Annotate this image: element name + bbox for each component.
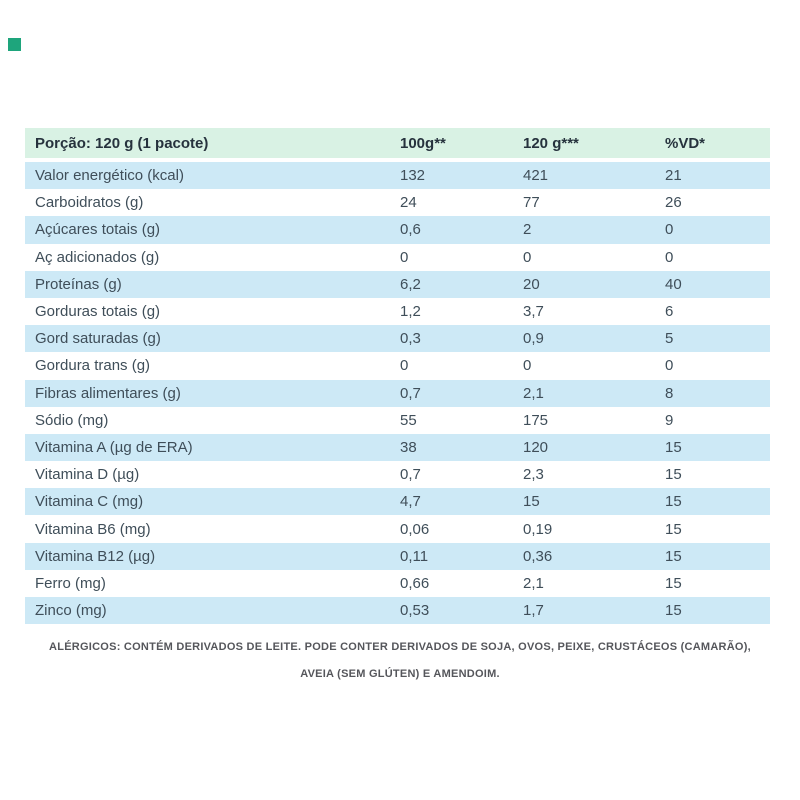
- value-per-120g: 175: [523, 411, 549, 429]
- brand-corner-mark: [8, 38, 21, 51]
- table-row: [25, 597, 770, 624]
- value-per-100g: 55: [400, 411, 417, 429]
- nutrition-table: [25, 128, 770, 624]
- value-percent-vd: 6: [665, 303, 674, 321]
- table-row: [25, 298, 770, 325]
- nutrient-label: Proteínas (g): [35, 275, 122, 293]
- allergen-notice-line1: ALÉRGICOS: CONTÉM DERIVADOS DE LEITE. PODE CONTER DERIVADOS DE SOJA, OVOS, PEIXE, CRUSTÁCEOS (CAMARÃO),: [49, 641, 751, 653]
- value-percent-vd: 5: [665, 330, 674, 348]
- table-row: [25, 189, 770, 216]
- value-per-120g: 0: [523, 248, 532, 266]
- allergen-notice-line2: AVEIA (SEM GLÚTEN) E AMENDOIM.: [300, 668, 500, 680]
- nutrient-label: Vitamina B12 (µg): [35, 547, 156, 565]
- value-per-100g: 24: [400, 194, 417, 212]
- value-percent-vd: 9: [665, 411, 674, 429]
- value-per-120g: 120: [523, 438, 549, 456]
- table-row: [25, 352, 770, 379]
- table-row: [25, 216, 770, 243]
- value-per-120g: 0,19: [523, 520, 553, 538]
- value-per-120g: 1,7: [523, 602, 544, 620]
- value-percent-vd: 26: [665, 194, 682, 212]
- value-percent-vd: 0: [665, 248, 674, 266]
- nutrient-label: Gorduras totais (g): [35, 303, 161, 321]
- table-row: [25, 162, 770, 189]
- value-per-100g: 0,3: [400, 330, 421, 348]
- value-per-100g: 0,66: [400, 574, 430, 592]
- value-per-120g: 20: [523, 275, 540, 293]
- value-per-120g: 2: [523, 221, 532, 239]
- nutrient-label: Carboidratos (g): [35, 194, 144, 212]
- value-per-100g: 38: [400, 438, 417, 456]
- table-row: [25, 380, 770, 407]
- table-row: [25, 570, 770, 597]
- nutrient-label: Ferro (mg): [35, 574, 106, 592]
- nutrient-label: Vitamina C (mg): [35, 493, 144, 511]
- table-row: [25, 407, 770, 434]
- table-row: [25, 434, 770, 461]
- value-per-120g: 3,7: [523, 303, 544, 321]
- table-row: [25, 515, 770, 542]
- nutrient-label: Zinco (mg): [35, 602, 107, 620]
- nutrient-label: Vitamina D (µg): [35, 466, 140, 484]
- nutrient-label: Açúcares totais (g): [35, 221, 161, 239]
- value-per-120g: 2,1: [523, 574, 544, 592]
- value-percent-vd: 15: [665, 520, 682, 538]
- column-header-120g: 120 g***: [523, 134, 579, 152]
- nutrition-table-header: [25, 128, 770, 158]
- table-row: [25, 461, 770, 488]
- table-row: [25, 325, 770, 352]
- table-row: [25, 244, 770, 271]
- value-percent-vd: 0: [665, 221, 674, 239]
- value-percent-vd: 15: [665, 493, 682, 511]
- table-row: [25, 543, 770, 570]
- value-per-100g: 0,53: [400, 602, 430, 620]
- nutrient-label: Fibras alimentares (g): [35, 384, 181, 402]
- nutrient-label: Gord saturadas (g): [35, 330, 161, 348]
- nutrient-label: Sódio (mg): [35, 411, 109, 429]
- serving-size-label: Porção: 120 g (1 pacote): [35, 134, 209, 152]
- value-percent-vd: 40: [665, 275, 682, 293]
- column-header-vd: %VD*: [665, 134, 706, 152]
- value-per-100g: 0: [400, 248, 409, 266]
- nutrient-label: Valor energético (kcal): [35, 167, 184, 185]
- value-per-120g: 2,3: [523, 466, 544, 484]
- value-per-100g: 4,7: [400, 493, 421, 511]
- column-header-100g: 100g**: [400, 134, 446, 152]
- nutrient-label: Vitamina B6 (mg): [35, 520, 151, 538]
- value-per-120g: 2,1: [523, 384, 544, 402]
- value-per-100g: 0,11: [400, 547, 429, 565]
- nutrition-table-body: [25, 162, 770, 624]
- value-per-120g: 421: [523, 167, 549, 185]
- table-row: [25, 271, 770, 298]
- value-per-100g: 0,6: [400, 221, 421, 239]
- value-percent-vd: 15: [665, 466, 682, 484]
- value-per-100g: 0: [400, 357, 409, 375]
- value-per-100g: 0,7: [400, 466, 421, 484]
- value-percent-vd: 15: [665, 547, 682, 565]
- allergen-notice: [0, 634, 800, 688]
- value-per-100g: 132: [400, 167, 426, 185]
- value-percent-vd: 21: [665, 167, 682, 185]
- value-per-100g: 0,06: [400, 520, 430, 538]
- value-percent-vd: 0: [665, 357, 674, 375]
- value-per-120g: 0: [523, 357, 532, 375]
- value-percent-vd: 8: [665, 384, 674, 402]
- value-per-100g: 6,2: [400, 275, 421, 293]
- value-per-120g: 0,36: [523, 547, 553, 565]
- value-per-120g: 0,9: [523, 330, 544, 348]
- value-percent-vd: 15: [665, 602, 682, 620]
- nutrient-label: Aç adicionados (g): [35, 248, 160, 266]
- value-per-120g: 77: [523, 194, 540, 212]
- nutrient-label: Gordura trans (g): [35, 357, 151, 375]
- value-per-100g: 1,2: [400, 303, 421, 321]
- nutrient-label: Vitamina A (µg de ERA): [35, 438, 193, 456]
- value-percent-vd: 15: [665, 574, 682, 592]
- value-per-120g: 15: [523, 493, 540, 511]
- value-per-100g: 0,7: [400, 384, 421, 402]
- value-percent-vd: 15: [665, 438, 682, 456]
- table-row: [25, 488, 770, 515]
